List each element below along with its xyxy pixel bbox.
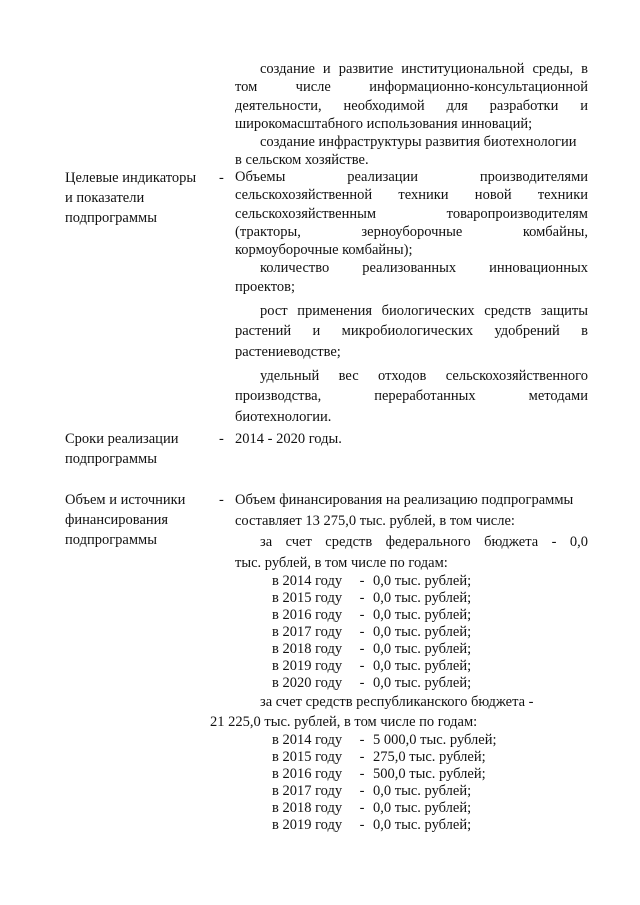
federal-year-row: [235, 675, 588, 692]
republic-year-row: [235, 817, 588, 834]
republic-year-row: [235, 749, 588, 766]
label-line: подпрограммы: [65, 532, 157, 548]
text-line: растений и микробиологических удобрений в: [235, 323, 588, 340]
federal-year-row: [235, 590, 588, 607]
year-dash: -: [359, 641, 365, 657]
year-amount: 0,0 тыс. рублей;: [373, 573, 472, 589]
year-label: в 2017 году: [272, 624, 343, 640]
text-line: растениеводстве;: [235, 343, 341, 360]
year-dash: -: [359, 573, 365, 589]
text-line: создание и развитие институциональной среды, в: [260, 61, 588, 77]
timing-value: 2014 - 2020 годы.: [235, 431, 342, 447]
year-amount: 0,0 тыс. рублей;: [373, 800, 472, 816]
year-label: в 2020 году: [272, 675, 343, 691]
text-line: рост применения биологических средств защиты: [260, 303, 588, 320]
text-line: за счет средств федерального бюджета - 0,0: [260, 534, 588, 550]
funding-label: [65, 490, 215, 550]
separator-dash: -: [219, 170, 224, 186]
republic-years-list: [235, 732, 588, 834]
label-line: подпрограммы: [65, 210, 157, 226]
label-line: Сроки реализации: [65, 431, 179, 447]
text-line: сельскохозяйственным товаропроизводителям: [235, 205, 588, 222]
timing-content: [235, 429, 588, 449]
year-amount: 0,0 тыс. рублей;: [373, 641, 472, 657]
top-text-content: [235, 60, 588, 170]
year-dash: -: [359, 624, 365, 640]
label-line: и показатели: [65, 190, 145, 206]
year-amount: 0,0 тыс. рублей;: [373, 675, 472, 691]
year-amount: 5 000,0 тыс. рублей;: [373, 732, 497, 748]
year-dash: -: [359, 800, 365, 816]
text-line: том числе информационно-консультационной: [235, 79, 588, 96]
year-label: в 2015 году: [272, 749, 343, 765]
label-line: Объем и источники: [65, 492, 186, 508]
year-dash: -: [359, 817, 365, 833]
republic-year-row: [235, 766, 588, 783]
year-dash: -: [359, 607, 365, 623]
year-dash: -: [359, 732, 365, 748]
text-line: создание инфраструктуры развития биотехнологии: [260, 134, 577, 151]
text-line: 21 225,0 тыс. рублей, в том числе по годам:: [210, 714, 478, 730]
timing-label: [65, 429, 215, 469]
year-dash: -: [359, 675, 365, 691]
year-label: в 2016 году: [272, 607, 343, 623]
text-line: удельный вес отходов сельскохозяйственного: [260, 367, 588, 384]
text-line: тыс. рублей, в том числе по годам:: [235, 555, 448, 571]
year-dash: -: [359, 590, 365, 606]
federal-year-row: [235, 641, 588, 658]
year-dash: -: [359, 766, 365, 782]
indicators-label: [65, 168, 215, 228]
separator-dash: -: [219, 492, 224, 508]
year-label: в 2014 году: [272, 573, 343, 589]
text-line: Объем финансирования на реализацию подпрограммы: [235, 492, 574, 508]
text-line: проектов;: [235, 278, 295, 295]
text-line: широкомасштабного использования инноваций;: [235, 115, 533, 132]
label-line: финансирования: [65, 512, 169, 528]
year-label: в 2019 году: [272, 658, 343, 674]
federal-year-row: [235, 607, 588, 624]
federal-year-row: [235, 658, 588, 675]
text-line: составляет 13 275,0 тыс. рублей, в том числе:: [235, 513, 515, 529]
year-dash: -: [359, 749, 365, 765]
republic-year-row: [235, 732, 588, 749]
year-label: в 2018 году: [272, 641, 343, 657]
year-label: в 2019 году: [272, 817, 343, 833]
text-line: сельскохозяйственной техники новой техники: [235, 187, 588, 204]
year-dash: -: [359, 783, 365, 799]
text-line: в сельском хозяйстве.: [235, 152, 369, 169]
text-line: биотехнологии.: [235, 408, 332, 425]
year-label: в 2014 году: [272, 732, 343, 748]
year-label: в 2015 году: [272, 590, 343, 606]
year-amount: 0,0 тыс. рублей;: [373, 783, 472, 799]
year-amount: 0,0 тыс. рублей;: [373, 658, 472, 674]
text-line: Объемы реализации производителями: [235, 169, 588, 185]
text-line: за счет средств республиканского бюджета -: [260, 694, 534, 710]
year-label: в 2018 году: [272, 800, 343, 816]
funding-content: [210, 490, 588, 834]
year-amount: 500,0 тыс. рублей;: [373, 766, 486, 782]
indicators-content: [235, 168, 588, 426]
year-label: в 2016 году: [272, 766, 343, 782]
federal-year-row: [235, 624, 588, 641]
republic-year-row: [235, 783, 588, 800]
year-amount: 0,0 тыс. рублей;: [373, 590, 472, 606]
year-amount: 275,0 тыс. рублей;: [373, 749, 486, 765]
text-line: производства, переработанных методами: [235, 388, 588, 405]
text-line: деятельности, необходимой для разработки и: [235, 97, 588, 114]
separator-dash: -: [219, 431, 224, 447]
year-label: в 2017 году: [272, 783, 343, 799]
text-line: количество реализованных инновационных: [260, 260, 588, 277]
federal-years-list: [235, 573, 588, 692]
label-line: подпрограммы: [65, 451, 157, 467]
text-line: (тракторы, зерноуборочные комбайны,: [235, 223, 588, 240]
federal-year-row: [235, 573, 588, 590]
text-line: кормоуборочные комбайны);: [235, 242, 413, 259]
year-dash: -: [359, 658, 365, 674]
republic-year-row: [235, 800, 588, 817]
year-amount: 0,0 тыс. рублей;: [373, 624, 472, 640]
year-amount: 0,0 тыс. рублей;: [373, 817, 472, 833]
year-amount: 0,0 тыс. рублей;: [373, 607, 472, 623]
label-line: Целевые индикаторы: [65, 170, 197, 186]
